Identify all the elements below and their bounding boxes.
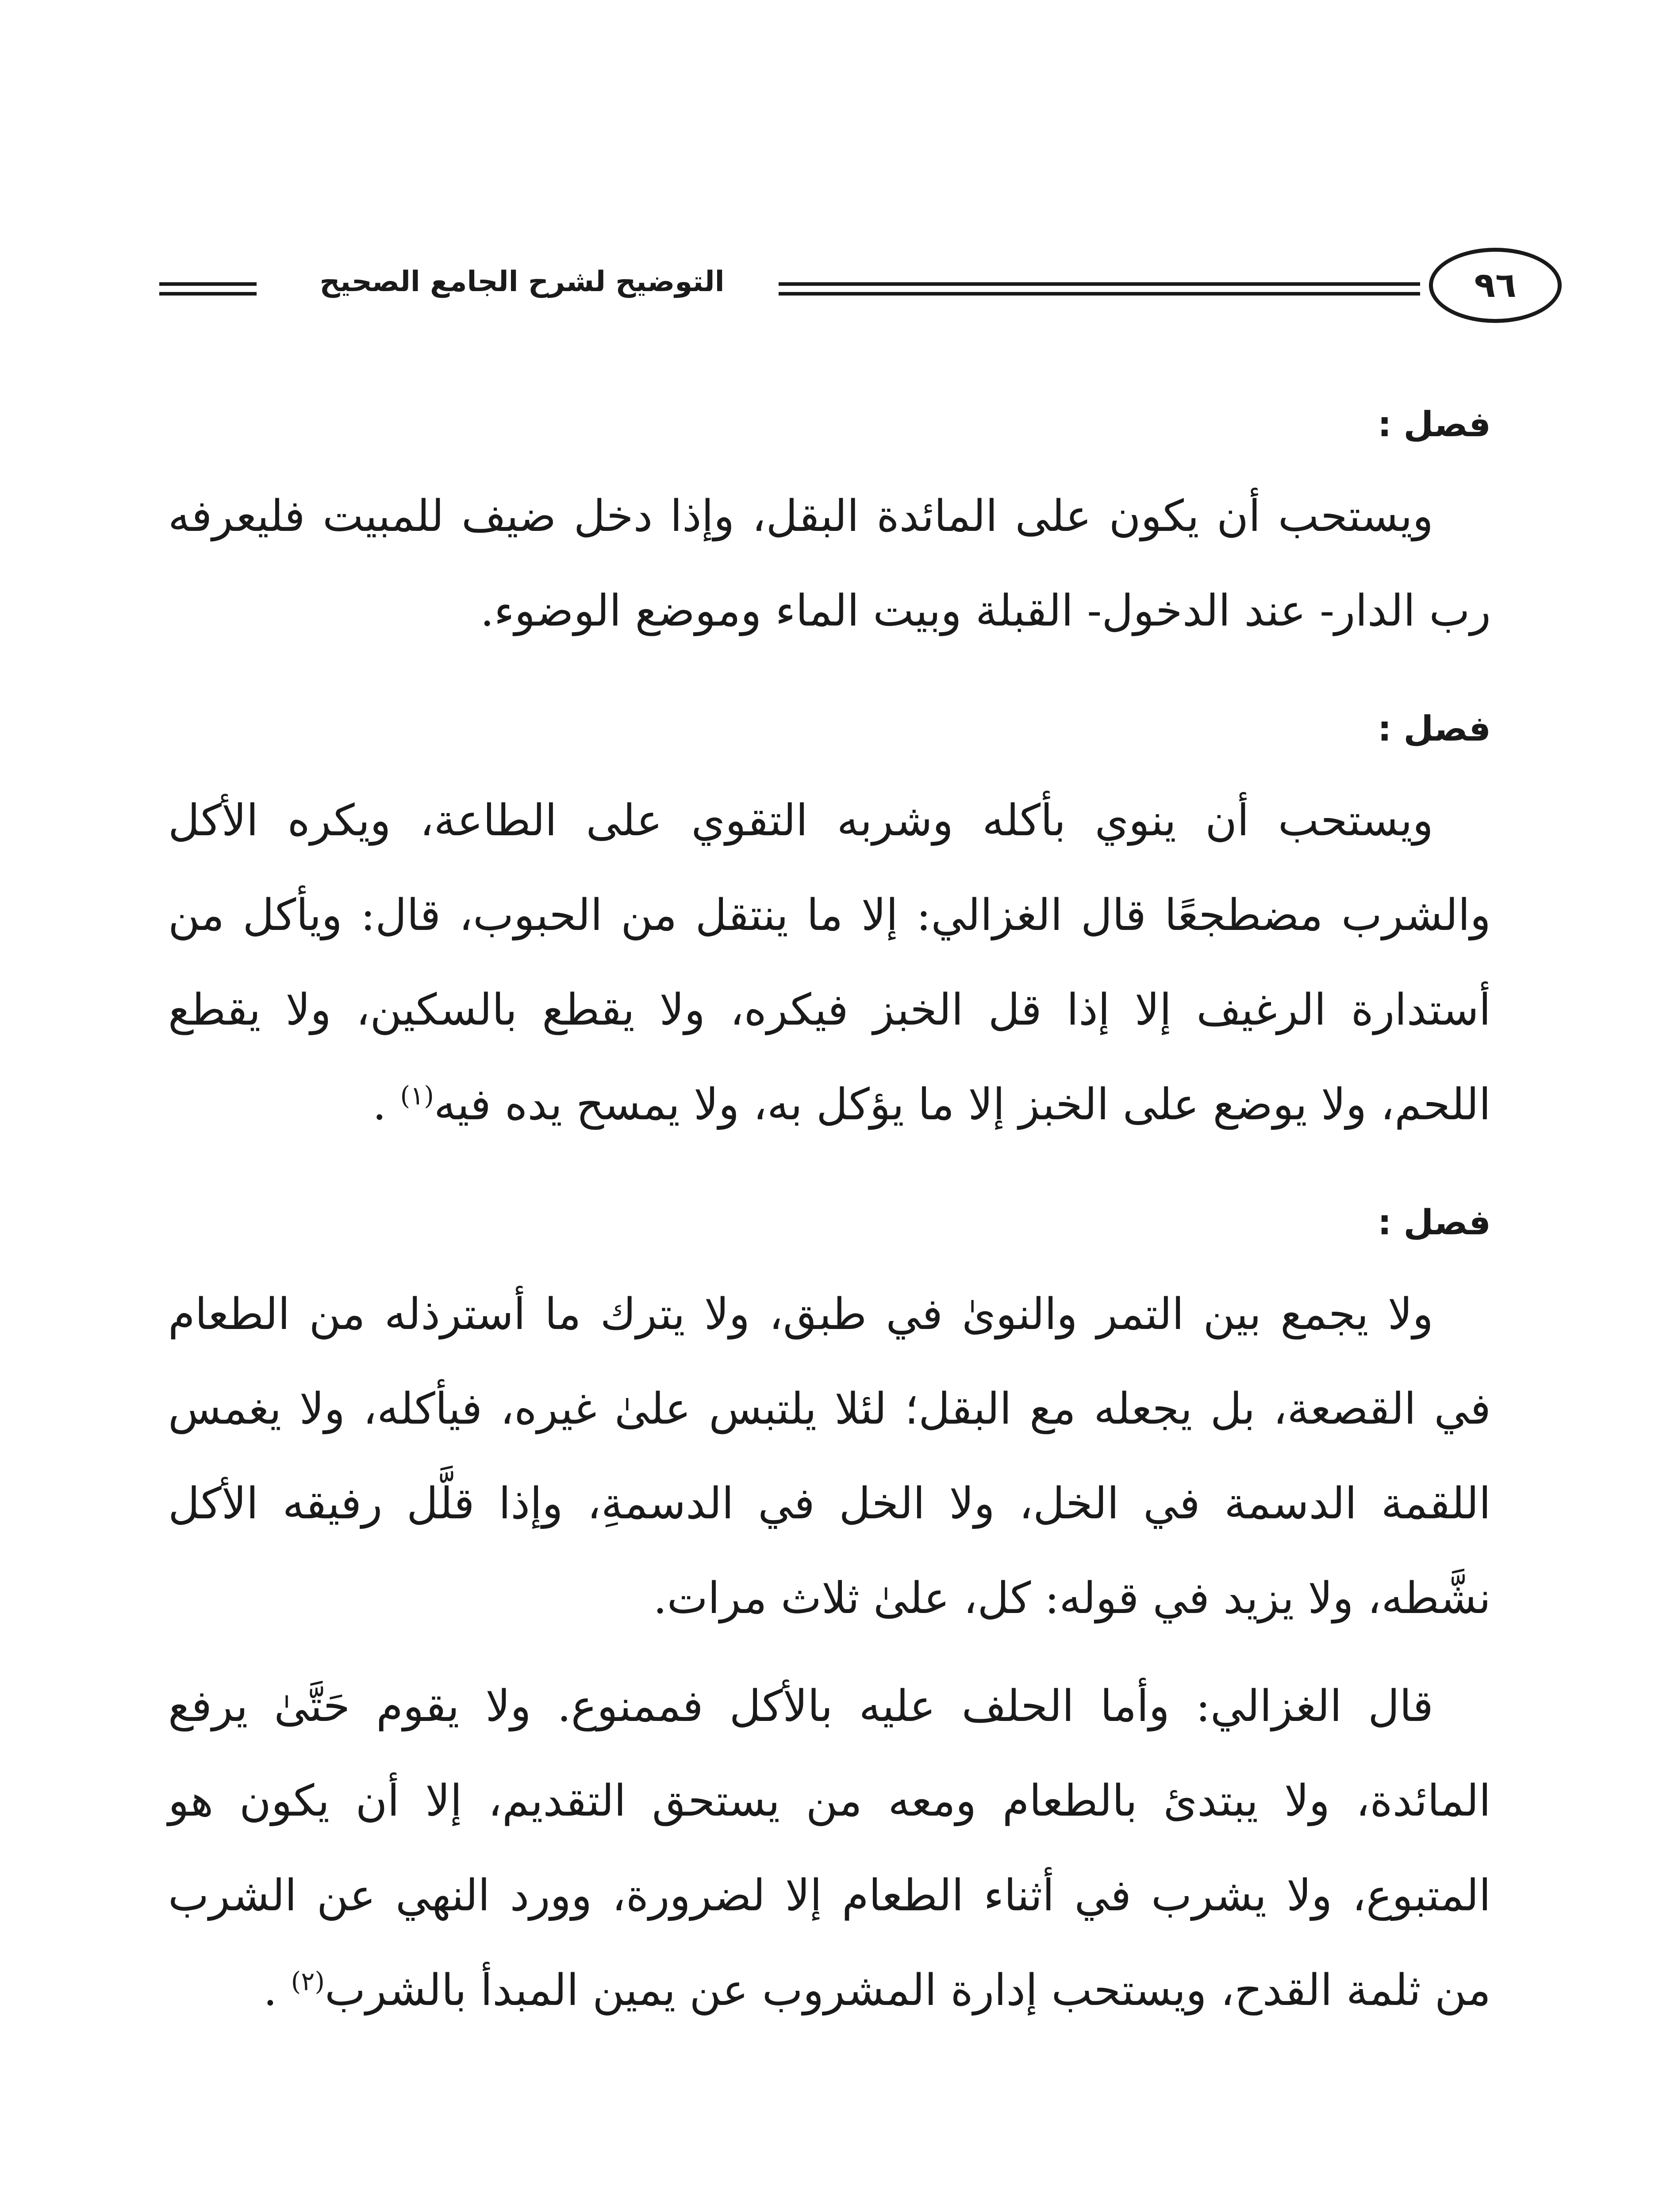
page-number: ٩٦ — [1429, 248, 1562, 323]
header-rule-middle — [779, 282, 1420, 296]
paragraph-text: قال الغزالي: وأما الحلف عليه بالأكل فممنوع. ولا يقوم حَتَّىٰ يرفع المائدة، ولا يبتدئ بالطعام ومعه من يستحق التقديم، إلا أن يكون هو المتبوع، ولا يشرب في أثناء الطعام إلا لضرورة، وورد النهي عن الشرب من ثلمة القدح، ويستحب إدارة المشروب عن يمين المبدأ بالشرب — [168, 1681, 1491, 2016]
running-title: التوضيح لشرح الجامع الصحيح — [319, 265, 725, 298]
section-heading: فصل : — [1378, 709, 1491, 749]
page-header — [159, 248, 1517, 336]
section-heading: فصل : — [1378, 1203, 1491, 1243]
paragraph — [168, 1659, 1491, 2038]
paragraph-tail: . — [373, 1079, 400, 1130]
paragraph — [168, 773, 1491, 1152]
paragraph-tail: . — [263, 1965, 291, 2016]
header-rule-left — [159, 282, 257, 296]
footnote-reference[interactable]: (١) — [400, 1080, 434, 1111]
footnote-reference[interactable]: (٢) — [291, 1966, 325, 1997]
body-text — [168, 380, 1491, 2051]
paragraph: ولا يجمع بين التمر والنوىٰ في طبق، ولا يترك ما أسترذله من الطعام في القصعة، بل يجعله مع البقل؛ لئلا يلتبس علىٰ غيره، فيأكله، ولا يغمس اللقمة الدسمة في الخل، ولا الخل في الدسمةِ، وإذا قلَّل رفيقه الأكل نشَّطه، ولا يزيد في قوله: كل، علىٰ ثلاث مرات. — [168, 1289, 1491, 1624]
paragraph: ويستحب أن يكون على المائدة البقل، وإذا دخل ضيف للمبيت فليعرفه رب الدار- عند الدخول- القبلة وبيت الماء وموضع الوضوء. — [168, 491, 1491, 636]
section-heading: فصل : — [1378, 405, 1491, 445]
paragraph-text: ويستحب أن ينوي بأكله وشربه التقوي على الطاعة، ويكره الأكل والشرب مضطجعًا قال الغزالي: إلا ما ينتقل من الحبوب، قال: ويأكل من أستدارة الرغيف إلا إذا قل الخبز فيكره، ولا يقطع بالسكين، ولا يقطع اللحم، ولا يوضع على الخبز إلا ما يؤكل به، ولا يمسح يده فيه — [168, 795, 1491, 1130]
